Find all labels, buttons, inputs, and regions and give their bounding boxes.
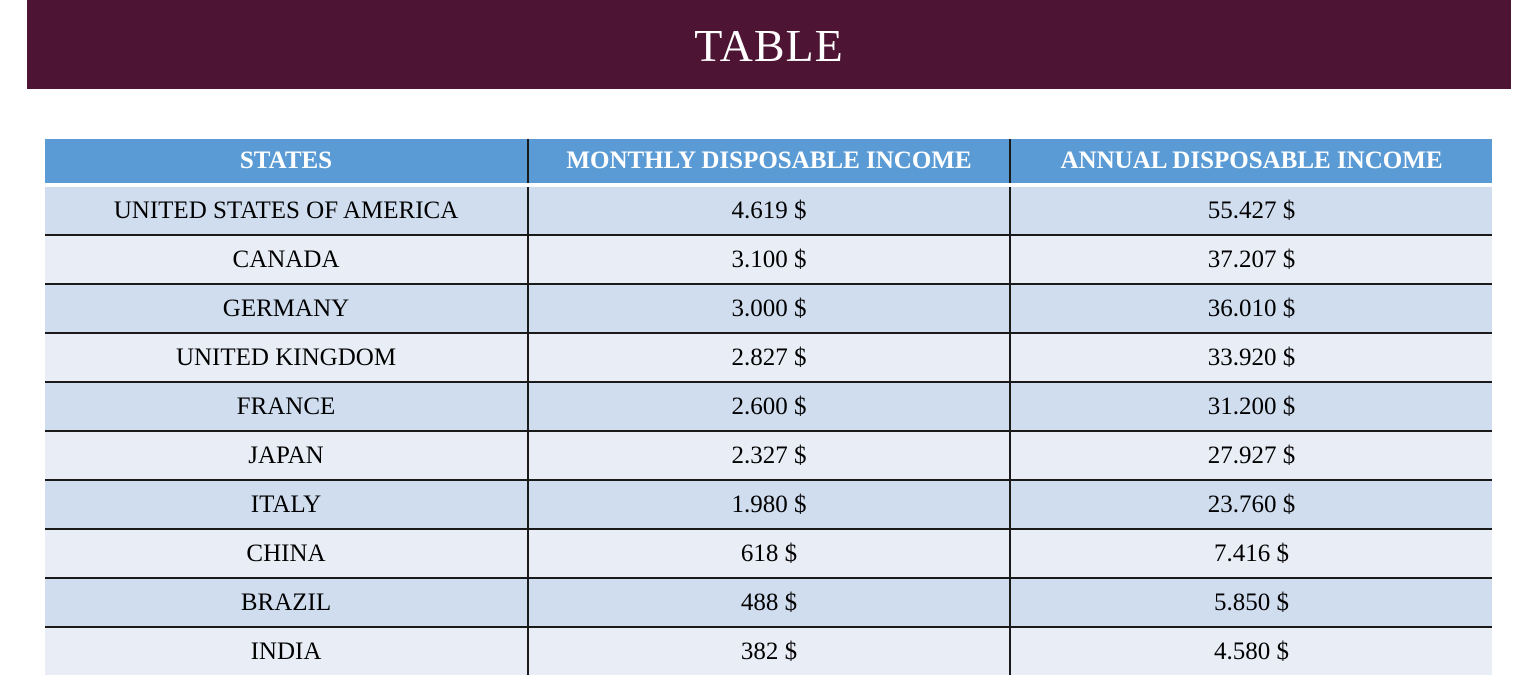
cell-annual: 36.010 $: [1010, 284, 1492, 333]
cell-annual: 7.416 $: [1010, 529, 1492, 578]
cell-state: CANADA: [45, 235, 528, 284]
cell-state: BRAZIL: [45, 578, 528, 627]
table-header: [45, 139, 1492, 185]
cell-state: GERMANY: [45, 284, 528, 333]
income-table: [45, 139, 1492, 675]
cell-state: ITALY: [45, 480, 528, 529]
cell-annual: 55.427 $: [1010, 185, 1492, 235]
table-row: [45, 431, 1492, 480]
cell-state: CHINA: [45, 529, 528, 578]
cell-annual: 27.927 $: [1010, 431, 1492, 480]
cell-monthly: 382 $: [528, 627, 1010, 675]
cell-state: FRANCE: [45, 382, 528, 431]
table-row: [45, 333, 1492, 382]
header-monthly-income: MONTHLY DISPOSABLE INCOME: [528, 139, 1010, 185]
page-title: TABLE: [694, 20, 844, 71]
cell-annual: 5.850 $: [1010, 578, 1492, 627]
cell-annual: 31.200 $: [1010, 382, 1492, 431]
header-annual-income: ANNUAL DISPOSABLE INCOME: [1010, 139, 1492, 185]
cell-annual: 37.207 $: [1010, 235, 1492, 284]
table-row: [45, 235, 1492, 284]
cell-monthly: 3.100 $: [528, 235, 1010, 284]
table-row: [45, 627, 1492, 675]
table-row: [45, 529, 1492, 578]
cell-state: JAPAN: [45, 431, 528, 480]
cell-monthly: 3.000 $: [528, 284, 1010, 333]
title-banner: [27, 0, 1511, 89]
table-row: [45, 185, 1492, 235]
table-row: [45, 578, 1492, 627]
cell-monthly: 2.600 $: [528, 382, 1010, 431]
cell-monthly: 488 $: [528, 578, 1010, 627]
cell-monthly: 4.619 $: [528, 185, 1010, 235]
cell-monthly: 1.980 $: [528, 480, 1010, 529]
cell-monthly: 2.327 $: [528, 431, 1010, 480]
table-row: [45, 480, 1492, 529]
table-row: [45, 382, 1492, 431]
table-row: [45, 284, 1492, 333]
cell-monthly: 2.827 $: [528, 333, 1010, 382]
cell-annual: 33.920 $: [1010, 333, 1492, 382]
income-table-container: [45, 139, 1492, 675]
cell-annual: 4.580 $: [1010, 627, 1492, 675]
table-body: [45, 185, 1492, 675]
cell-state: INDIA: [45, 627, 528, 675]
cell-state: UNITED STATES OF AMERICA: [45, 185, 528, 235]
cell-state: UNITED KINGDOM: [45, 333, 528, 382]
header-row: [45, 139, 1492, 185]
cell-annual: 23.760 $: [1010, 480, 1492, 529]
header-states: STATES: [45, 139, 528, 185]
cell-monthly: 618 $: [528, 529, 1010, 578]
